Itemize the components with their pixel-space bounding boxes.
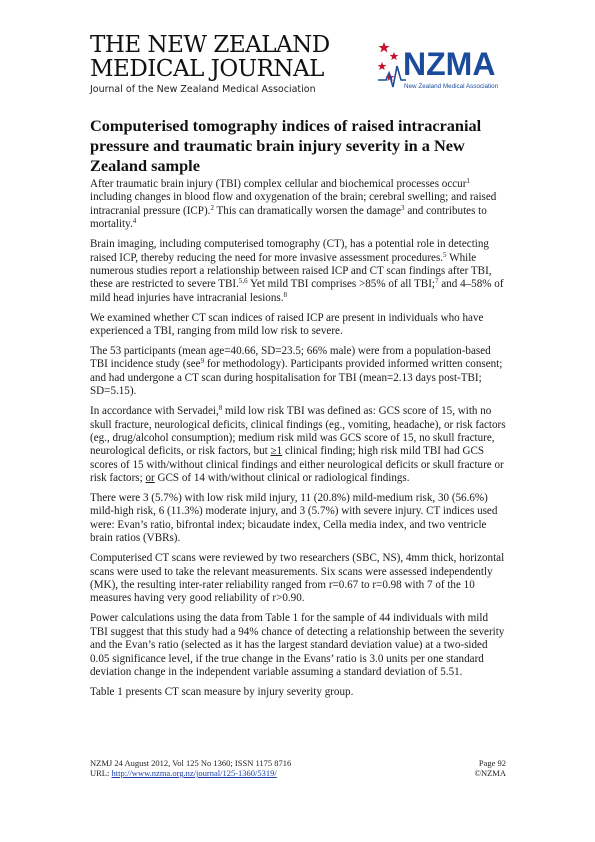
- citation-ref: 3: [401, 203, 405, 212]
- paragraph-severity-counts: There were 3 (5.7%) with low risk mild injury, 11 (20.8%) mild-medium risk, 30 (56.6%) mild-high risk, 6 (11.3%) moderate injury, and 3 (5.7%) with severe injury. CT indices used were: Evan’s ratio, bifrontal index; bicaudate index, Cella media index, and two ventricle brain ratios (VBRs).: [90, 492, 498, 545]
- article-url-link[interactable]: http://www.nzma.org.nz/journal/125-1360/5319/: [111, 768, 277, 778]
- masthead-subtitle: Journal of the New Zealand Medical Association: [90, 84, 316, 95]
- paragraph-aim: We examined whether CT scan indices of raised ICP are present in individuals who have experienced a TBI, ranging from mild low risk to severe.: [90, 311, 484, 338]
- paragraph-background: After traumatic brain injury (TBI) complex cellular and biochemical processes occur$^1$ including changes in blood flow and oxygenation of the brain; cerebral swelling; and raised intracranial pressure (ICP).$^2$ This can dramatically worsen the damage$^3$ and contributes to mortality.$^4$: [90, 177, 497, 231]
- nzma-logo: [376, 40, 516, 100]
- journal-masthead: [90, 33, 370, 95]
- article-title: Computerised tomography indices of raised intracranial pressure and traumatic brain injury severity in a New Zealand sample: [90, 116, 482, 175]
- footer-page-number: Page 92: [478, 758, 506, 768]
- citation-ref: 7: [435, 277, 439, 286]
- star-icon: [379, 42, 390, 53]
- logo-wordmark: NZMA: [403, 46, 496, 82]
- footer-url-label: URL:: [90, 768, 112, 778]
- paragraph-table-intro: Table 1 presents CT scan measure by injury severity group.: [90, 685, 354, 698]
- citation-ref: 5,6: [238, 277, 248, 286]
- paragraph-imaging: Brain imaging, including computerised tomography (CT), has a potential role in detecting raised ICP, thereby reducing the need for more invasive assessment procedures.$^5$ While numerous studies report a relationship between raised ICP and CT scan findings after TBI, these are restricted to severe TBI.$^{5,6}$ Yet mild TBI comprises >85% of all TBI;$^7$ and 4–58% of mild head injuries have intracranial lesions.$^8$: [90, 238, 504, 304]
- citation-ref: 2: [210, 203, 214, 212]
- citation-ref: 1: [466, 177, 470, 185]
- footer-citation: NZMJ 24 August 2012, Vol 125 No 1360; ISSN 1175 8716: [90, 758, 292, 768]
- citation-ref: 8: [218, 404, 223, 413]
- star-icon: [378, 62, 387, 70]
- citation-ref: 4: [132, 217, 137, 226]
- paragraph-power-calculations: Power calculations using the data from Table 1 for the sample of 44 individuals with mild TBI suggest that this study had a 94% chance of detecting a relationship between the severity and the Evan’s ratio (selected as it has the largest standard deviation value) at a two-sided 0.05 significance level, if the true change in the Evans’ ratio is 3.0 units per one standard deviation change in the independent variable assuming a standard deviation of 5.51.: [90, 612, 505, 678]
- footer-copyright: ©NZMA: [474, 768, 506, 778]
- paragraph-scan-review: Computerised CT scans were reviewed by two researchers (SBC, NS), 4mm thick, horizontal scans were used to take the relevant measurements. Six scans were assessed independently (MK), the resulting inter-rater reliability ranged from r=0.67 to r=0.98 with 7 of the 10 measures having very good reliability of r>0.90.: [90, 552, 505, 605]
- citation-ref: 8: [283, 290, 287, 299]
- article-body: [90, 178, 506, 706]
- page-footer: [90, 758, 506, 778]
- masthead-line-2: MEDICAL JOURNAL: [90, 56, 324, 82]
- nzma-logo-graphic: [376, 40, 516, 100]
- paragraph-definitions: In accordance with Servadei,$^8$ mild low risk TBI was defined as: GCS score of 15, with no skull fracture, neurological deficits, clinical findings (eg., vomiting, headache), or risk factors (eg., drug/alcohol consumption); medium risk mild was GCS score of 15, no skull fracture, neurological deficits, or risk factors, but ≥1 clinical finding; high risk mild TBI had GCS scores of 15 with/without clinical findings and either neurological deficits or skull fracture or risk factors; or GCS of 14 with/without clinical or radiological findings.: [90, 404, 506, 485]
- paragraph-participants: The 53 participants (mean age=40.66, SD=23.5; 66% male) were from a population-based TBI incidence study (see$^9$ for methodology). Participants provided informed written consent; and had undergone a CT scan during hospitalisation for TBI (mean=2.13 days post-TBI; SD=5.15).: [90, 344, 503, 398]
- citation-ref: 5: [443, 250, 447, 259]
- masthead-line-1: THE NEW ZEALAND: [90, 32, 330, 58]
- star-icon: [390, 52, 399, 60]
- logo-subtext: New Zealand Medical Association: [404, 83, 499, 90]
- citation-ref: 9: [200, 357, 205, 366]
